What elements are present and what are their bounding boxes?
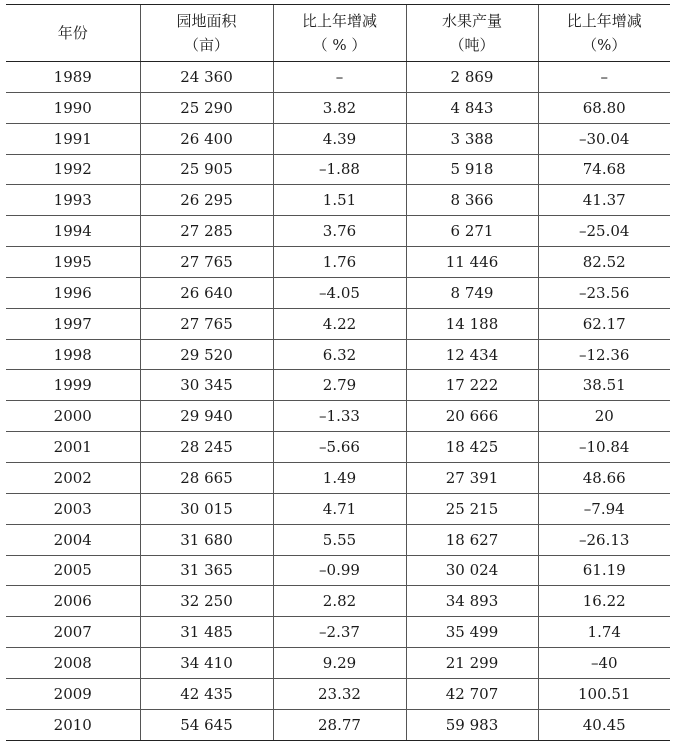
output-change-cell: –23.56 (538, 277, 670, 308)
area-change-cell: 28.77 (273, 709, 406, 740)
fruit-output-cell: 35 499 (406, 617, 538, 648)
fruit-output-cell: 8 749 (406, 277, 538, 308)
fruit-output-cell: 4 843 (406, 92, 538, 123)
fruit-output-cell: 6 271 (406, 216, 538, 247)
area-change-cell: –2.37 (273, 617, 406, 648)
header-area-change-label: 比上年增减 (301, 12, 377, 30)
header-year-label: 年份 (57, 24, 88, 42)
orchard-area-cell: 34 410 (140, 648, 273, 679)
orchard-area-cell: 24 360 (140, 62, 273, 93)
year-cell: 2002 (6, 462, 140, 493)
output-change-cell: 100.51 (538, 678, 670, 709)
output-change-cell: –7.94 (538, 493, 670, 524)
table-row (6, 648, 670, 679)
table-row (6, 586, 670, 617)
orchard-area-cell: 31 680 (140, 524, 273, 555)
output-change-cell: –10.84 (538, 432, 670, 463)
fruit-output-cell: 42 707 (406, 678, 538, 709)
output-change-cell: 82.52 (538, 247, 670, 278)
table-row (6, 123, 670, 154)
area-change-cell: 4.71 (273, 493, 406, 524)
output-change-cell: –12.36 (538, 339, 670, 370)
table-row (6, 432, 670, 463)
fruit-output-cell: 34 893 (406, 586, 538, 617)
output-change-cell: 16.22 (538, 586, 670, 617)
fruit-output-cell: 30 024 (406, 555, 538, 586)
header-orchard-area-unit: （亩） (183, 36, 229, 54)
header-fruit-output-unit: （吨） (449, 36, 495, 54)
fruit-output-cell: 14 188 (406, 308, 538, 339)
year-cell: 1999 (6, 370, 140, 401)
year-cell: 1997 (6, 308, 140, 339)
fruit-output-cell: 18 627 (406, 524, 538, 555)
table-row (6, 401, 670, 432)
orchard-area-cell: 28 665 (140, 462, 273, 493)
year-cell: 1994 (6, 216, 140, 247)
output-change-cell: 61.19 (538, 555, 670, 586)
orchard-area-cell: 27 285 (140, 216, 273, 247)
fruit-output-cell: 25 215 (406, 493, 538, 524)
area-change-cell: –1.33 (273, 401, 406, 432)
table-row (6, 92, 670, 123)
table-row (6, 370, 670, 401)
area-change-cell: 3.76 (273, 216, 406, 247)
orchard-area-cell: 31 365 (140, 555, 273, 586)
header-year (6, 5, 140, 62)
area-change-cell: –1.88 (273, 154, 406, 185)
area-change-cell: 1.76 (273, 247, 406, 278)
header-output-change-label: 比上年增减 (566, 12, 642, 30)
area-change-cell: 4.39 (273, 123, 406, 154)
orchard-area-cell: 54 645 (140, 709, 273, 740)
orchard-area-cell: 25 905 (140, 154, 273, 185)
table-row (6, 339, 670, 370)
area-change-cell: –0.99 (273, 555, 406, 586)
year-cell: 1992 (6, 154, 140, 185)
fruit-output-cell: 2 869 (406, 62, 538, 93)
year-cell: 2004 (6, 524, 140, 555)
year-cell: 2008 (6, 648, 140, 679)
table-row (6, 62, 670, 93)
orchard-area-cell: 26 295 (140, 185, 273, 216)
area-change-cell: 3.82 (273, 92, 406, 123)
header-output-change-unit: （%） (582, 36, 627, 54)
table-row (6, 555, 670, 586)
area-change-cell: 1.49 (273, 462, 406, 493)
table-row (6, 524, 670, 555)
output-change-cell: 38.51 (538, 370, 670, 401)
table-row (6, 216, 670, 247)
fruit-output-cell: 17 222 (406, 370, 538, 401)
fruit-output-cell: 11 446 (406, 247, 538, 278)
orchard-area-cell: 32 250 (140, 586, 273, 617)
orchard-area-cell: 30 015 (140, 493, 273, 524)
fruit-output-cell: 20 666 (406, 401, 538, 432)
fruit-output-cell: 59 983 (406, 709, 538, 740)
orchard-area-cell: 28 245 (140, 432, 273, 463)
area-change-cell: –5.66 (273, 432, 406, 463)
header-orchard-area (140, 5, 273, 62)
orchard-fruit-table (6, 4, 670, 741)
orchard-area-cell: 25 290 (140, 92, 273, 123)
output-change-cell: –30.04 (538, 123, 670, 154)
table-row (6, 154, 670, 185)
orchard-area-cell: 27 765 (140, 308, 273, 339)
table-row (6, 185, 670, 216)
year-cell: 1996 (6, 277, 140, 308)
year-cell: 2007 (6, 617, 140, 648)
table-row (6, 277, 670, 308)
fruit-output-cell: 27 391 (406, 462, 538, 493)
output-change-cell: 74.68 (538, 154, 670, 185)
area-change-cell: –4.05 (273, 277, 406, 308)
area-change-cell: 5.55 (273, 524, 406, 555)
fruit-output-cell: 18 425 (406, 432, 538, 463)
output-change-cell: 20 (538, 401, 670, 432)
area-change-cell: 9.29 (273, 648, 406, 679)
header-row (6, 5, 670, 62)
orchard-area-cell: 26 400 (140, 123, 273, 154)
header-fruit-output (406, 5, 538, 62)
area-change-cell: 4.22 (273, 308, 406, 339)
area-change-cell: 2.79 (273, 370, 406, 401)
fruit-output-cell: 12 434 (406, 339, 538, 370)
year-cell: 1993 (6, 185, 140, 216)
orchard-area-cell: 31 485 (140, 617, 273, 648)
year-cell: 1995 (6, 247, 140, 278)
table-row (6, 709, 670, 740)
area-change-cell: 2.82 (273, 586, 406, 617)
output-change-cell: 40.45 (538, 709, 670, 740)
output-change-cell: –40 (538, 648, 670, 679)
area-change-cell: 23.32 (273, 678, 406, 709)
output-change-cell: 48.66 (538, 462, 670, 493)
year-cell: 2010 (6, 709, 140, 740)
area-change-cell: 6.32 (273, 339, 406, 370)
table-row (6, 493, 670, 524)
table-row (6, 462, 670, 493)
area-change-cell: – (273, 62, 406, 93)
year-cell: 2005 (6, 555, 140, 586)
year-cell: 2003 (6, 493, 140, 524)
header-fruit-output-label: 水果产量 (441, 12, 502, 30)
year-cell: 1991 (6, 123, 140, 154)
orchard-area-cell: 29 940 (140, 401, 273, 432)
orchard-area-cell: 30 345 (140, 370, 273, 401)
orchard-area-cell: 27 765 (140, 247, 273, 278)
output-change-cell: – (538, 62, 670, 93)
output-change-cell: 41.37 (538, 185, 670, 216)
year-cell: 1990 (6, 92, 140, 123)
year-cell: 1998 (6, 339, 140, 370)
table-row (6, 308, 670, 339)
year-cell: 2001 (6, 432, 140, 463)
header-orchard-area-label: 园地面积 (176, 12, 237, 30)
year-cell: 2009 (6, 678, 140, 709)
year-cell: 2006 (6, 586, 140, 617)
output-change-cell: –25.04 (538, 216, 670, 247)
output-change-cell: –26.13 (538, 524, 670, 555)
year-cell: 1989 (6, 62, 140, 93)
fruit-output-cell: 5 918 (406, 154, 538, 185)
fruit-output-cell: 8 366 (406, 185, 538, 216)
header-area-change-unit: （ % ） (312, 36, 367, 54)
fruit-output-cell: 3 388 (406, 123, 538, 154)
output-change-cell: 68.80 (538, 92, 670, 123)
table-row (6, 617, 670, 648)
orchard-area-cell: 42 435 (140, 678, 273, 709)
header-area-change (273, 5, 406, 62)
orchard-area-cell: 29 520 (140, 339, 273, 370)
orchard-area-cell: 26 640 (140, 277, 273, 308)
table-row (6, 678, 670, 709)
area-change-cell: 1.51 (273, 185, 406, 216)
header-output-change (538, 5, 670, 62)
table-row (6, 247, 670, 278)
output-change-cell: 1.74 (538, 617, 670, 648)
fruit-output-cell: 21 299 (406, 648, 538, 679)
output-change-cell: 62.17 (538, 308, 670, 339)
table-body (6, 62, 670, 741)
year-cell: 2000 (6, 401, 140, 432)
